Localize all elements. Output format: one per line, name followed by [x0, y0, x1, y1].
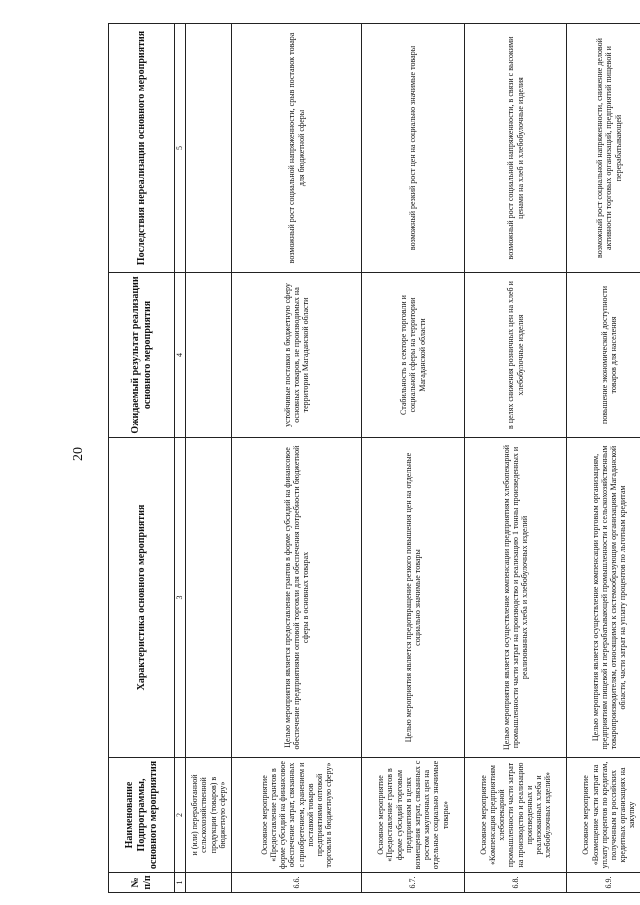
- row-name: Основное мероприятие «Компенсация предприятиям хлебопекарной промышленности части затрат на производство и реализацию произведенных и реализованных хлеба и хлебобулочных изделий»: [465, 758, 567, 873]
- column-number-row: [175, 24, 186, 893]
- row-name: Основное мероприятие «Предоставление грантов в форме субсидий на финансовое обеспечение затрат, связанных с приобретением, хранением и поставкой товаров предприятиями оптовой торговли в бюджетную сферу»: [232, 758, 362, 873]
- header-consequence: Последствия нереализации основного мероприятия: [109, 24, 175, 273]
- row-name: Основное мероприятие «Возмещение части затрат на уплату процентов по кредитам, полученным в российских кредитных организациях на закупку: [567, 758, 640, 873]
- row-consequence: возможный резкий рост цен на социально значимые товары: [362, 24, 465, 273]
- header-description: Характеристика основного мероприятия: [109, 438, 175, 758]
- table-row: [362, 24, 465, 893]
- row-num: 6.7.: [362, 873, 465, 893]
- row-result: устойчивые поставки в бюджетную сферу основных товаров, не производимых на территории Магаданской области: [232, 273, 362, 438]
- row-num: [186, 873, 232, 893]
- row-description: [186, 438, 232, 758]
- col-number: 5: [175, 24, 186, 273]
- header-result: Ожидаемый результат реализации основного мероприятия: [109, 273, 175, 438]
- table-row: [465, 24, 567, 893]
- header-num: № п/п: [109, 873, 175, 893]
- header-row: [109, 24, 175, 893]
- row-num: 6.6.: [232, 873, 362, 893]
- rotated-table-container: [108, 23, 640, 893]
- row-consequence: возможный рост социальной напряженности, в связи с высокими ценами на хлеб и хлебобулочные изделия: [465, 24, 567, 273]
- row-result: в целях снижения розничных цен на хлеб и хлебобулочные изделия: [465, 273, 567, 438]
- col-number: 2: [175, 758, 186, 873]
- table-row: [232, 24, 362, 893]
- row-name: и (или) переработанной сельскохозяйственной продукции (товаров) в бюджетную сферу»: [186, 758, 232, 873]
- row-description: Целью мероприятия является предоставление грантов в форме субсидий на финансовое обеспечение предприятиями оптовой торговли для обеспечения потребности бюджетной сферы в основных товарах: [232, 438, 362, 758]
- row-num: 6.8.: [465, 873, 567, 893]
- row-result: повышение экономической доступности товаров для населения: [567, 273, 640, 438]
- col-number: 3: [175, 438, 186, 758]
- row-result: Стабильность в секторе торговли и социальной сферы на территории Магаданской области: [362, 273, 465, 438]
- col-number: 4: [175, 273, 186, 438]
- row-num: 6.9.: [567, 873, 640, 893]
- page-number: 20: [71, 447, 86, 461]
- row-description: Целью мероприятия является предотвращение резкого повышения цен на отдельные социально значимые товары: [362, 438, 465, 758]
- row-result: [186, 273, 232, 438]
- row-consequence: возможный рост социальной напряженности, срыв поставок товара для бюджетной сферы: [232, 24, 362, 273]
- table-row: [186, 24, 232, 893]
- row-consequence: возможный рост социальной напряженности, снижение деловой активности торговых организаций, предприятий пищевой и перерабатывающей: [567, 24, 640, 273]
- col-number: 1: [175, 873, 186, 893]
- row-description: Целью мероприятия является осуществление компенсации предприятиям хлебопекарной промышленности части затрат на производство и реализацию 1 тонны произведенных и реализованных хлеба и хлебобулочных изделий: [465, 438, 567, 758]
- row-description: Целью мероприятия является осуществление компенсации торговым организациям, предприятиям пищевой и перерабатывающей промышленности и сельскохозяйственным товаропроизводителям, относящимся к системообразующим организациям Магаданской области, части затрат на уплату процентов по льготным кредитам: [567, 438, 640, 758]
- row-consequence: [186, 24, 232, 273]
- row-name: Основное мероприятие «Предоставление грантов в форме субсидий торговым предприятиям в целях возмещения затрат, связанных с ростом закупочных цен на отдельные социально значимые товары»: [362, 758, 465, 873]
- table-row: [567, 24, 640, 893]
- header-name: Наименование Подпрограммы, основного мероприятия: [109, 758, 175, 873]
- program-measures-table: [108, 23, 640, 893]
